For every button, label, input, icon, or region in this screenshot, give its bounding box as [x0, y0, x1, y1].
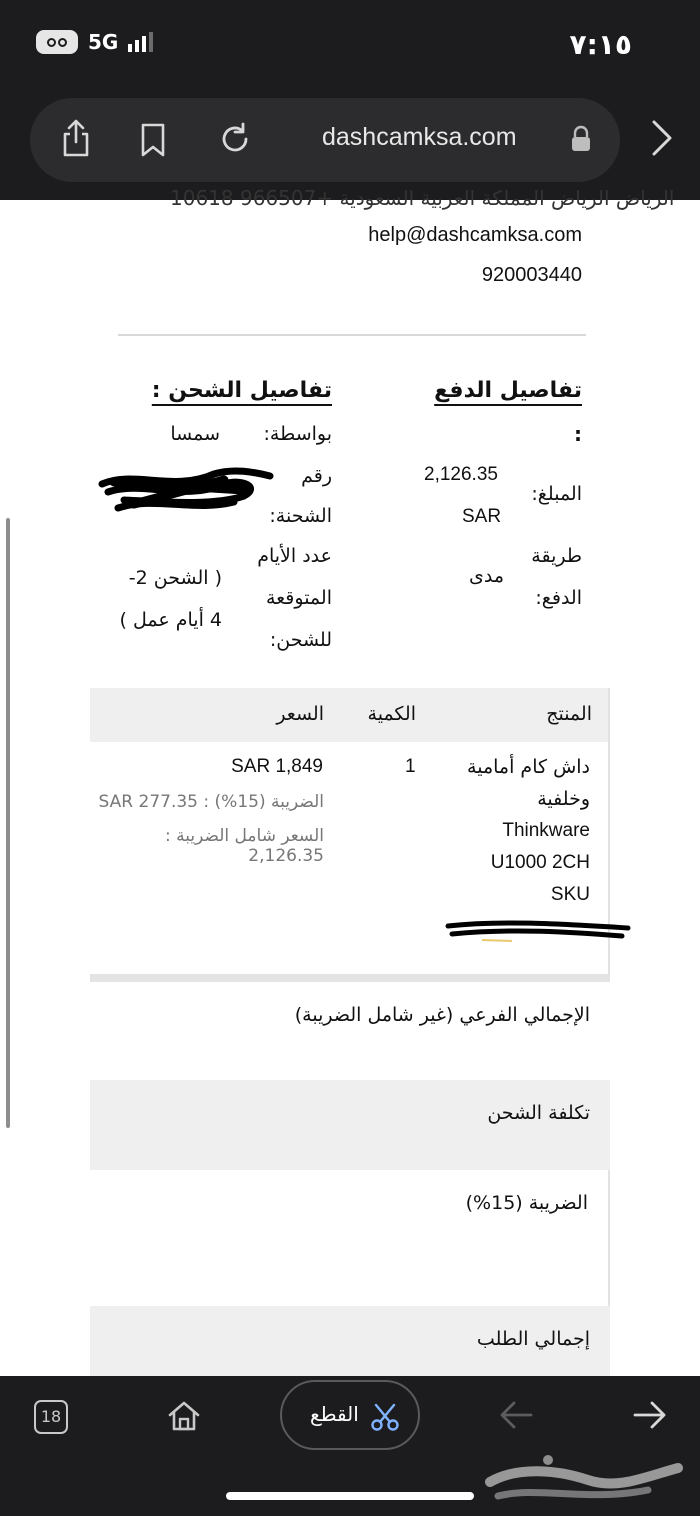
- price-details: [90, 790, 324, 866]
- store-phone[interactable]: 920003440: [481, 264, 582, 286]
- amount-label: المبلغ:: [531, 483, 582, 505]
- amount-currency: SAR: [462, 506, 502, 527]
- home-indicator[interactable]: [226, 1492, 474, 1500]
- reload-icon[interactable]: [218, 122, 252, 156]
- table-bottom-border: [90, 974, 610, 982]
- forward-arrow-icon[interactable]: [632, 1400, 668, 1430]
- payment-method-label-1: طريقة: [531, 545, 582, 567]
- header-price: السعر: [276, 703, 324, 725]
- product-line-1: داش كام أمامية: [467, 756, 590, 778]
- scrollbar[interactable]: [6, 518, 10, 1128]
- shipping-heading: تفاصيل الشحن :: [151, 378, 332, 403]
- scissors-icon: [370, 1402, 400, 1432]
- tracking-label-2: الشحنة:: [269, 505, 332, 527]
- days-label-2: المتوقعة: [265, 587, 332, 609]
- amount-value: 2,126.35: [424, 464, 498, 485]
- days-value-2: 4 أيام عمل ): [119, 609, 222, 631]
- network-type: 5G: [88, 30, 119, 54]
- status-time: ٧:١٥: [569, 28, 632, 61]
- product-line-2: وخلفية: [537, 788, 590, 810]
- payment-heading: تفاصيل الدفع: [434, 378, 582, 403]
- haraj-watermark-logo: [478, 1446, 688, 1510]
- payment-method-label-2: الدفع:: [535, 587, 582, 609]
- tax-label: الضريبة (15%): [465, 1192, 588, 1214]
- subtotal-row: [90, 982, 610, 1080]
- browser-top-bar: [0, 0, 700, 200]
- page-content: [0, 186, 700, 1376]
- header-product: المنتج: [546, 703, 592, 725]
- bookmark-icon[interactable]: [140, 122, 166, 158]
- table-header: [90, 688, 610, 742]
- back-arrow-icon[interactable]: [498, 1400, 534, 1430]
- header-quantity: الكمية: [367, 703, 416, 725]
- tab-count-button[interactable]: 18: [34, 1400, 68, 1434]
- signal-strength-icon: [128, 32, 153, 52]
- status-indicators: [36, 30, 153, 54]
- order-total-row: [90, 1306, 610, 1376]
- redacted-sku-scribble: [442, 916, 634, 944]
- item-total-line: السعر شامل الضريبة : 2,126.35: [165, 826, 324, 866]
- payment-heading-colon: :: [574, 422, 582, 446]
- payment-method-value: مدى: [468, 565, 504, 587]
- share-icon[interactable]: [60, 118, 92, 158]
- url-text[interactable]: dashcamksa.com: [322, 123, 517, 151]
- days-label-1: عدد الأيام: [257, 545, 332, 567]
- url-bar[interactable]: [30, 98, 620, 182]
- shipping-by-label: بواسطة:: [263, 423, 332, 445]
- item-quantity: 1: [405, 756, 416, 777]
- divider: [118, 334, 586, 336]
- item-tax-line: الضريبة (15%) : SAR 277.35: [98, 792, 324, 812]
- store-email[interactable]: help@dashcamksa.com: [368, 224, 582, 246]
- home-icon[interactable]: [166, 1398, 202, 1434]
- forward-chevron-icon[interactable]: [650, 118, 674, 158]
- product-line-4: U1000 2CH: [490, 852, 590, 873]
- shipping-cost-label: تكلفة الشحن: [487, 1102, 590, 1124]
- lock-icon: [570, 126, 592, 152]
- subtotal-label: الإجمالي الفرعي (غير شامل الضريبة): [294, 1004, 590, 1026]
- item-price: SAR 1,849: [231, 756, 323, 777]
- tracking-label-1: رقم: [301, 465, 332, 487]
- days-value-1: ( الشحن 2-: [128, 567, 222, 589]
- browser-bottom-bar: [0, 1376, 700, 1516]
- shipping-by-value: سمسا: [170, 423, 220, 445]
- days-label-3: للشحن:: [269, 629, 332, 651]
- order-total-label: إجمالي الطلب: [476, 1328, 590, 1350]
- cut-label: القطع: [310, 1402, 359, 1426]
- product-line-5: SKU: [550, 884, 590, 905]
- store-address: الرياض الرياض المملكة العربية السعودية +966507 10618: [170, 186, 675, 210]
- product-line-3: Thinkware: [502, 820, 590, 841]
- shipping-cost-row: [90, 1080, 610, 1170]
- redacted-tracking-scribble: [94, 462, 274, 518]
- call-indicator-icon: [36, 30, 78, 54]
- cut-button[interactable]: [280, 1380, 420, 1450]
- tax-row: [90, 1170, 610, 1306]
